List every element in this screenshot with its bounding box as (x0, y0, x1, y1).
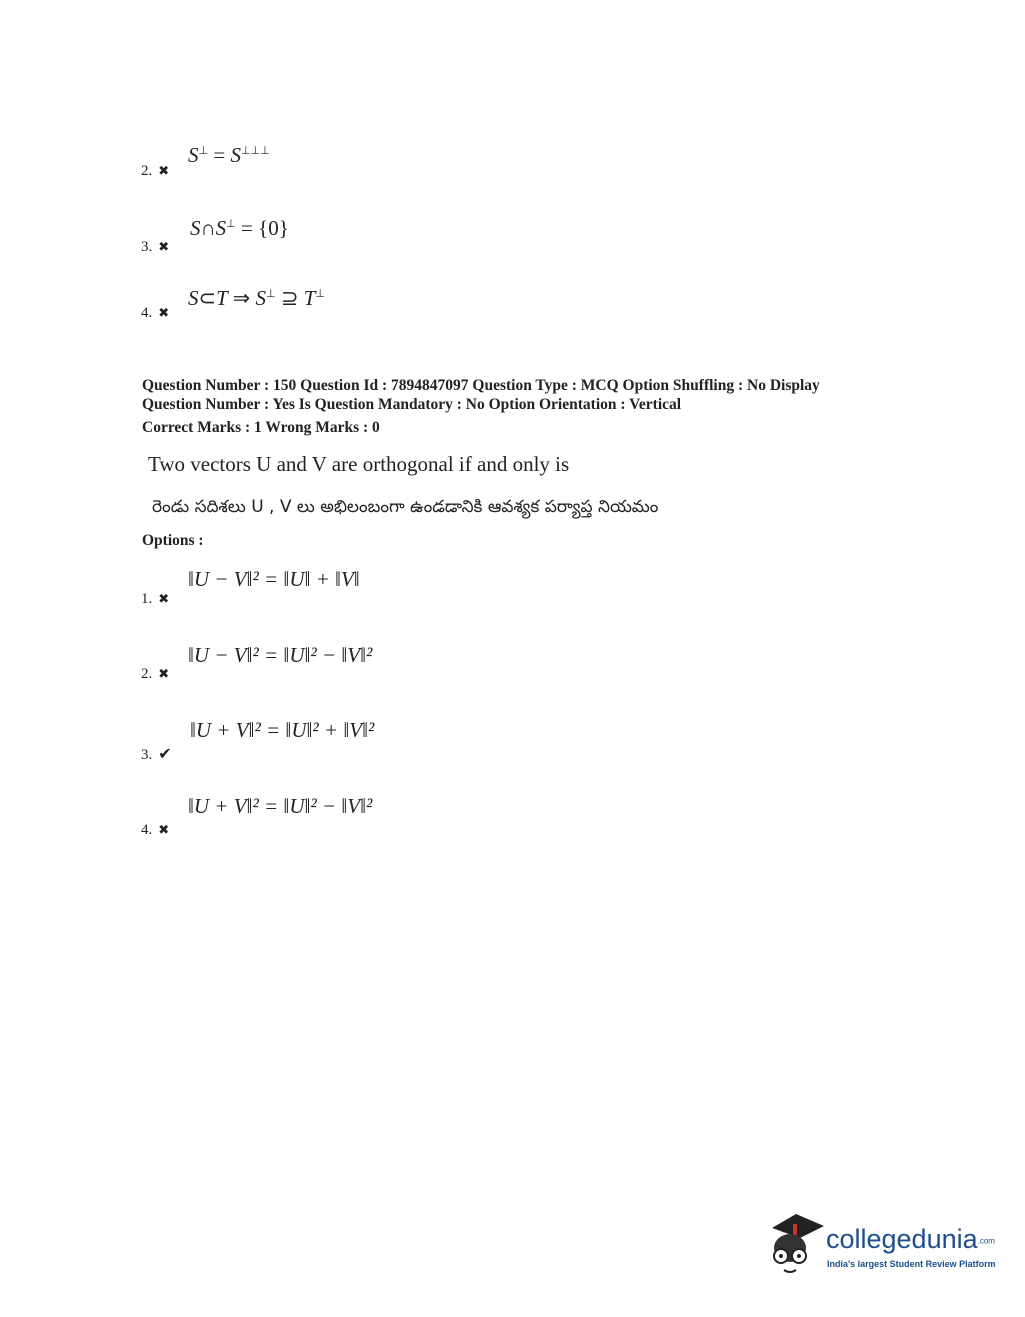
wrong-icon: ✖ (158, 591, 170, 606)
collegedunia-logo (766, 1210, 996, 1282)
question-meta-line-3: Correct Marks : 1 Wrong Marks : 0 (142, 419, 380, 436)
question-text-telugu: రెండు సదిశలు U , V లు అభిలంబంగా ఉండడానికి ఆవశ్యక పర్యాప్త నియమం (152, 497, 659, 517)
wrong-icon: ✖ (158, 239, 170, 254)
wrong-icon: ✖ (158, 666, 170, 681)
check-icon: ✔ (158, 746, 172, 763)
option-4-number: 4. ✖ (141, 822, 170, 838)
option-2-expr: ‖U − V‖² = ‖U‖² − ‖V‖² (188, 643, 373, 667)
option-1-number: 1. ✖ (141, 591, 170, 607)
wrong-icon: ✖ (158, 305, 170, 320)
option-2-number: 2. ✖ (141, 666, 170, 682)
prev-option-2-expr: S⊥ = S⊥⊥⊥ (188, 143, 270, 167)
mascot-icon (766, 1210, 826, 1280)
prev-option-3-number: 3. ✖ (141, 239, 170, 255)
option-3-number: 3. ✔ (141, 746, 172, 763)
options-label: Options : (142, 532, 204, 549)
option-4-expr: ‖U + V‖² = ‖U‖² − ‖V‖² (188, 794, 373, 818)
question-meta-line-1: Question Number : 150 Question Id : 7894847097 Question Type : MCQ Option Shuffling : No Display (142, 377, 820, 394)
question-meta-line-2: Question Number : Yes Is Question Mandatory : No Option Orientation : Vertical (142, 396, 682, 413)
option-1-expr: ‖U − V‖² = ‖U‖ + ‖V‖ (188, 567, 360, 591)
prev-option-2-number: 2. ✖ (141, 163, 170, 179)
question-text-english: Two vectors U and V are orthogonal if and only is (148, 452, 570, 476)
wrong-icon: ✖ (158, 822, 170, 837)
option-3-expr: ‖U + V‖² = ‖U‖² + ‖V‖² (190, 718, 375, 742)
wrong-icon: ✖ (158, 163, 170, 178)
prev-option-4-expr: S⊂T ⇒ S⊥ ⊇ T⊥ (188, 286, 326, 310)
logo-tagline: India's largest Student Review Platform (827, 1259, 996, 1269)
logo-name: collegedunia (826, 1224, 978, 1254)
prev-option-4-number: 4. ✖ (141, 305, 170, 321)
logo-suffix: .com (977, 1236, 995, 1246)
prev-option-3-expr: S∩S⊥ = {0} (190, 216, 289, 240)
